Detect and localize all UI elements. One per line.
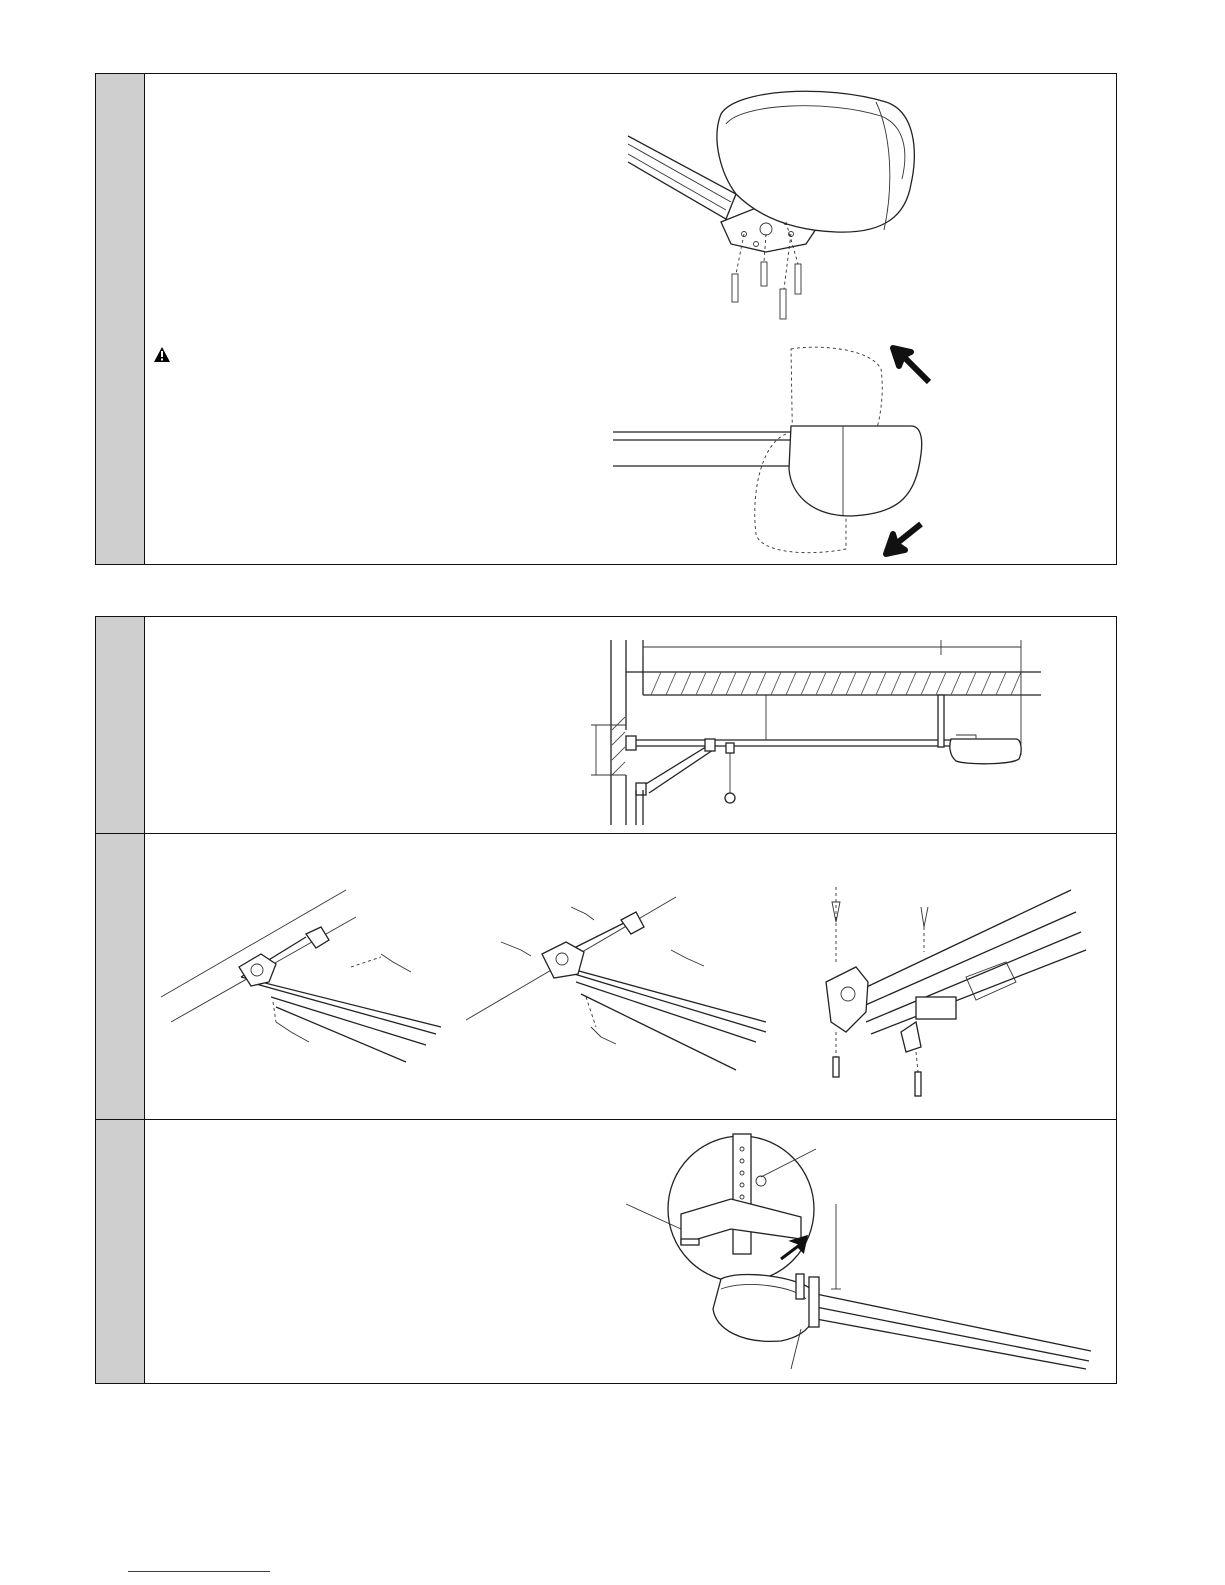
front-bracket-screws-3 bbox=[806, 882, 1106, 1102]
ceiling-mount-side-view bbox=[581, 635, 1041, 830]
motor-head-bracket-figure bbox=[626, 84, 956, 324]
curved-arrow-icon bbox=[893, 348, 929, 382]
footer-link-underline[interactable] bbox=[128, 1571, 270, 1572]
hanging-bracket-detail bbox=[621, 1129, 1121, 1379]
curved-arrow-icon bbox=[886, 524, 921, 554]
panel-motor-mounting bbox=[95, 73, 1117, 565]
row-divider bbox=[96, 1119, 1116, 1120]
front-bracket-screws-2 bbox=[466, 882, 786, 1082]
motor-rotation-figure bbox=[611, 344, 941, 559]
step-sidebar bbox=[96, 74, 145, 564]
warning-triangle-icon bbox=[153, 346, 171, 363]
step-sidebar bbox=[96, 617, 145, 1383]
front-bracket-screws-1 bbox=[161, 882, 451, 1072]
row-divider bbox=[96, 833, 1116, 834]
panel-rail-mounting bbox=[95, 616, 1117, 1384]
